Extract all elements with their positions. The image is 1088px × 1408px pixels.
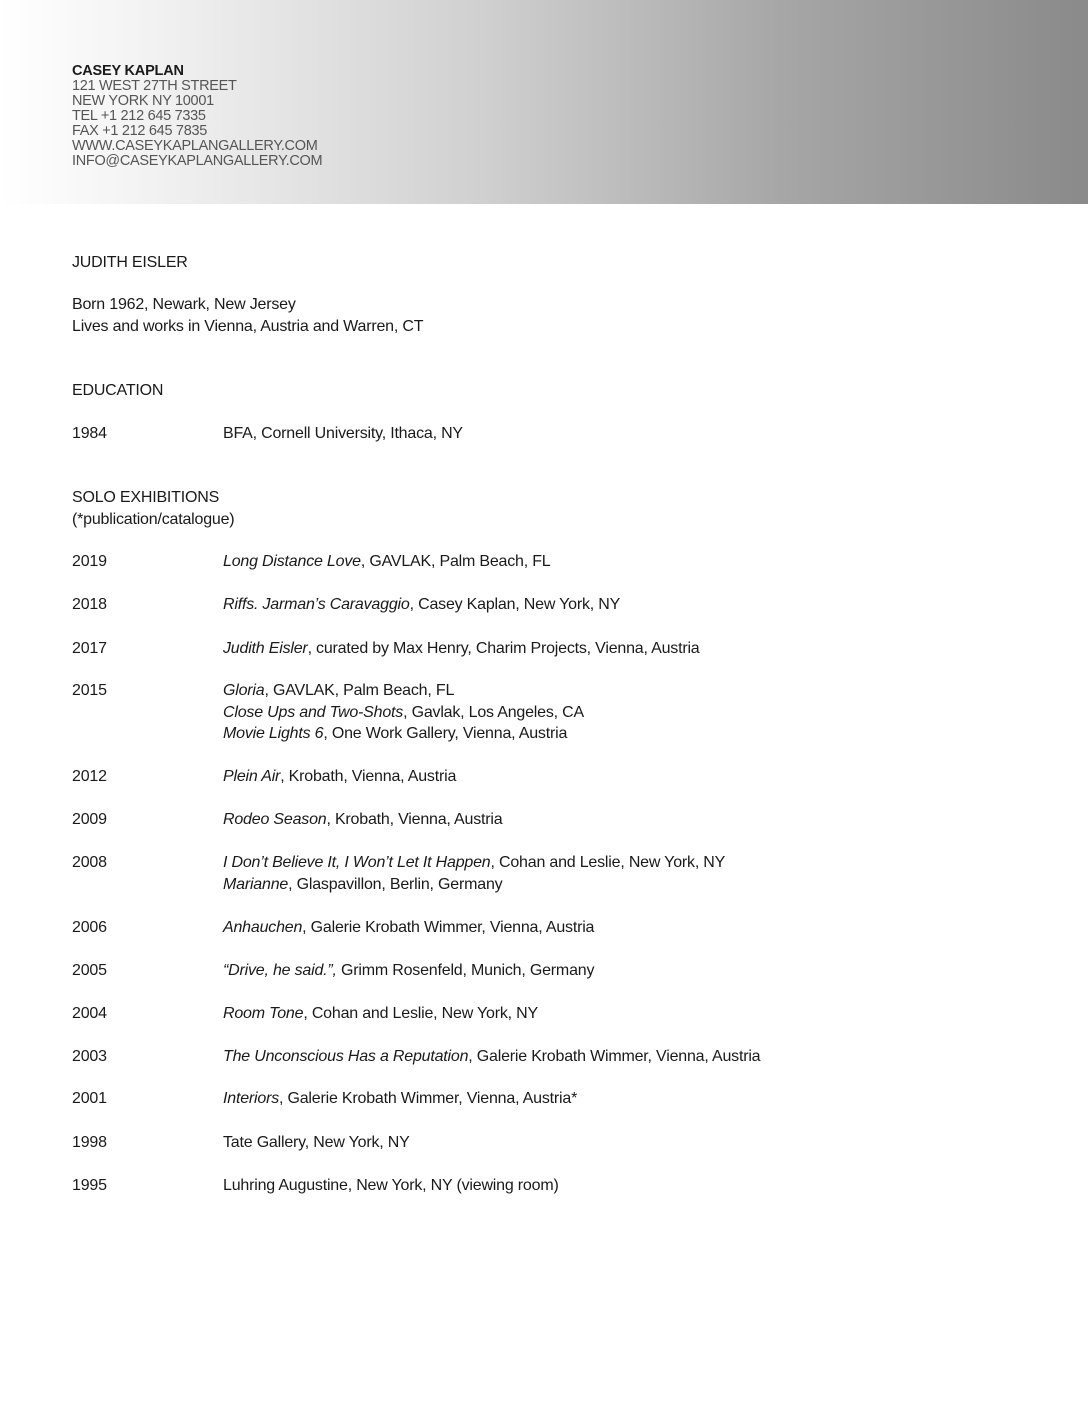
exhibition-venue: Tate Gallery, New York, NY (223, 1134, 410, 1151)
exhibition-line (223, 809, 502, 831)
exhibition-year: 1998 (72, 1134, 107, 1151)
exhibition-year: 2015 (72, 682, 107, 699)
exhibition-line (223, 960, 594, 982)
exhibition-lines (223, 1175, 559, 1197)
exhibition-venue: , Glaspavillon, Berlin, Germany (288, 875, 503, 893)
exhibition-lines (223, 1132, 410, 1154)
gallery-email: INFO@CASEYKAPLANGALLERY.COM (72, 153, 323, 169)
exhibition-year: 2019 (72, 553, 107, 570)
exhibition-venue: , One Work Gallery, Vienna, Austria (323, 725, 568, 742)
exhibition-year: 2009 (72, 811, 107, 828)
gallery-fax: FAX +1 212 645 7835 (72, 123, 207, 139)
exhibition-year: 2008 (72, 854, 107, 871)
exhibition-line (223, 638, 700, 660)
exhibition-venue: , GAVLAK, Palm Beach, FL (360, 553, 551, 570)
exhibition-venue: , GAVLAK, Palm Beach, FL (264, 682, 455, 699)
exhibition-title: Close Ups and Two-Shots (223, 703, 404, 721)
exhibition-venue: , Gavlak, Los Angeles, CA (403, 703, 584, 721)
exhibition-venue: , Galerie Krobath Wimmer, Vienna, Austria (468, 1048, 761, 1065)
artist-name: JUDITH EISLER (72, 254, 188, 271)
exhibition-title: Gloria (223, 682, 265, 699)
exhibition-title: Rodeo Season (223, 811, 327, 828)
artist-birth-info: Born 1962, Newark, New Jersey (72, 296, 296, 313)
exhibition-lines (223, 680, 584, 745)
gallery-name: CASEY KAPLAN (72, 63, 184, 79)
exhibition-line (223, 594, 620, 616)
exhibition-venue: , Casey Kaplan, New York, NY (409, 596, 621, 613)
exhibition-year: 1995 (72, 1177, 107, 1194)
exhibition-lines (223, 594, 620, 616)
exhibition-title: Anhauchen (223, 919, 303, 936)
solo-exhibitions-heading: SOLO EXHIBITIONS (72, 489, 220, 506)
exhibition-year: 2006 (72, 919, 107, 936)
exhibition-title: Judith Eisler (223, 640, 308, 657)
exhibition-title: Movie Lights 6 (223, 725, 324, 742)
exhibition-title: I Don’t Believe It, I Won’t Let It Happen (223, 854, 491, 871)
exhibition-year: 2001 (72, 1090, 107, 1107)
exhibition-venue: Grimm Rosenfeld, Munich, Germany (336, 962, 595, 979)
exhibition-title: Long Distance Love (223, 553, 361, 570)
exhibition-lines (223, 1088, 577, 1110)
exhibition-year: 2017 (72, 640, 107, 657)
gallery-website: WWW.CASEYKAPLANGALLERY.COM (72, 138, 318, 154)
education-year: 1984 (72, 425, 107, 442)
exhibition-line (223, 917, 594, 939)
exhibition-lines (223, 960, 594, 982)
exhibition-venue: , Galerie Krobath Wimmer, Vienna, Austria (302, 919, 595, 936)
exhibition-title: The Unconscious Has a Reputation (223, 1048, 469, 1065)
exhibition-line (223, 1132, 410, 1154)
exhibition-year: 2004 (72, 1005, 107, 1022)
gallery-street: 121 WEST 27TH STREET (72, 78, 237, 94)
exhibition-line (223, 852, 725, 874)
exhibition-venue: , Cohan and Leslie, New York, NY (490, 854, 726, 871)
exhibition-year: 2005 (72, 962, 107, 979)
exhibition-line (223, 1088, 577, 1110)
exhibition-venue: , Krobath, Vienna, Austria (280, 768, 457, 785)
exhibition-lines (223, 766, 456, 788)
exhibition-title: Riffs. Jarman’s Caravaggio (223, 596, 410, 613)
exhibition-line (223, 1046, 760, 1068)
education-heading: EDUCATION (72, 382, 164, 399)
exhibition-lines (223, 551, 551, 573)
exhibition-venue: Luhring Augustine, New York, NY (viewing room) (223, 1177, 559, 1194)
exhibition-lines (223, 917, 594, 939)
exhibition-line (223, 680, 584, 702)
exhibition-lines (223, 809, 502, 831)
gallery-city: NEW YORK NY 10001 (72, 93, 214, 109)
education-degree: BFA, Cornell University, Ithaca, NY (223, 425, 463, 442)
exhibition-lines (223, 1003, 538, 1025)
exhibition-venue: , Cohan and Leslie, New York, NY (303, 1005, 538, 1022)
gallery-letterhead (72, 64, 322, 169)
exhibition-line (223, 702, 584, 724)
artist-residence-info: Lives and works in Vienna, Austria and Warren, CT (72, 318, 424, 335)
exhibition-lines (223, 852, 725, 895)
exhibition-line (223, 723, 584, 745)
exhibition-line (223, 766, 456, 788)
exhibition-venue: , Krobath, Vienna, Austria (326, 811, 503, 828)
exhibition-title: Interiors (223, 1090, 279, 1107)
exhibition-line (223, 874, 725, 896)
exhibition-lines (223, 1046, 760, 1068)
publication-note: (*publication/catalogue) (72, 511, 235, 528)
exhibition-line (223, 551, 551, 573)
exhibition-title: Room Tone (223, 1005, 304, 1022)
exhibition-venue: , curated by Max Henry, Charim Projects, Vienna, Austria (307, 640, 700, 657)
gallery-telephone: TEL +1 212 645 7335 (72, 108, 206, 124)
exhibition-year: 2003 (72, 1048, 107, 1065)
exhibition-title: “Drive, he said.”, (223, 962, 337, 979)
exhibition-line (223, 1003, 538, 1025)
exhibition-title: Marianne (223, 875, 289, 893)
exhibition-lines (223, 638, 700, 660)
exhibition-venue: , Galerie Krobath Wimmer, Vienna, Austria* (279, 1090, 578, 1107)
exhibition-line (223, 1175, 559, 1197)
exhibition-year: 2012 (72, 768, 107, 785)
exhibition-year: 2018 (72, 596, 107, 613)
exhibition-title: Plein Air (223, 768, 281, 785)
